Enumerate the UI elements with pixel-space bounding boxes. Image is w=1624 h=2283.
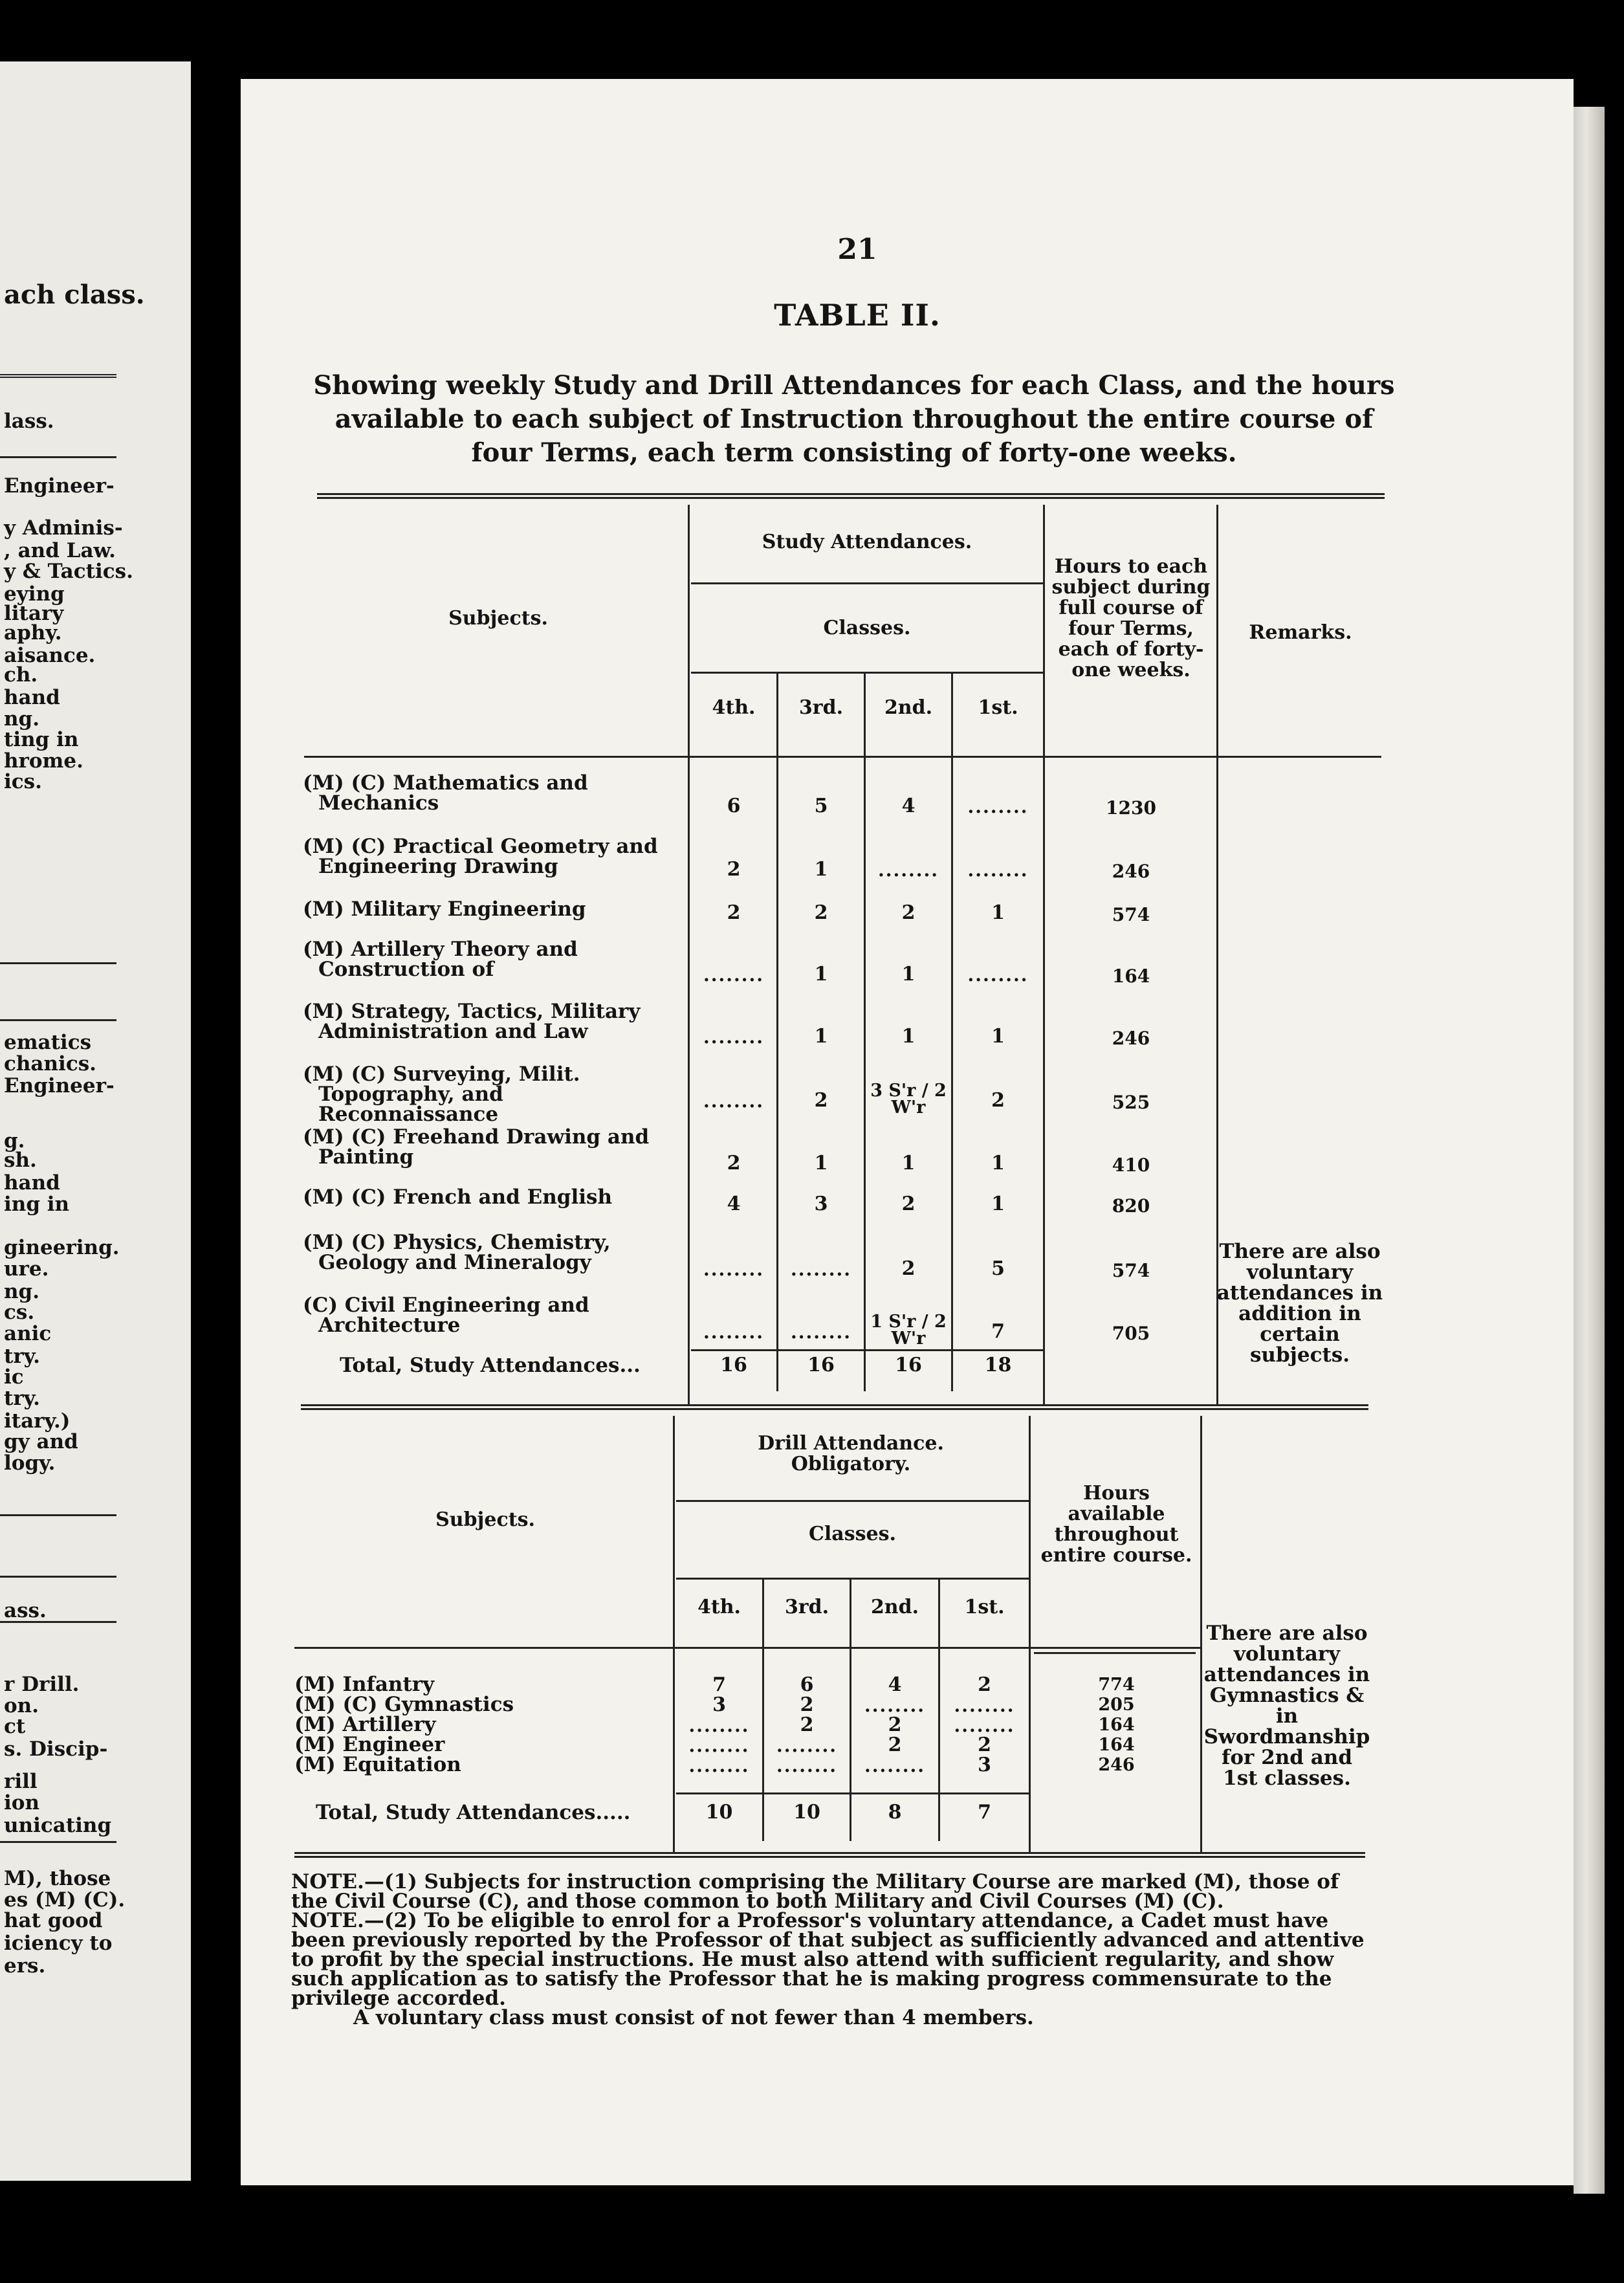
study-total-label: Total, Study Attendances...	[340, 1354, 641, 1377]
left-page-text: ers.	[4, 1954, 46, 1978]
drill-empty-cell: ........	[688, 1755, 750, 1776]
drill-vline	[673, 1416, 675, 1853]
left-page-text: logy.	[4, 1451, 56, 1475]
study-header-bottom-rule	[304, 756, 1381, 758]
study-subject: (M) (C) Mathematics and Mechanics	[303, 771, 588, 815]
study-empty-cell: ........	[791, 1259, 851, 1280]
study-cell-c1: 7	[991, 1320, 1005, 1343]
study-empty-cell: ........	[703, 964, 764, 986]
drill-empty-cell: ........	[688, 1715, 750, 1736]
left-page-text: ch.	[4, 663, 38, 687]
drill-cell-c1: 3	[978, 1754, 991, 1776]
drill-cell-c4: 3	[712, 1693, 726, 1716]
study-subject: (M) (C) Practical Geometry and Engineering Drawing	[303, 835, 658, 878]
study-cell-c1: 1	[991, 1152, 1005, 1175]
study-empty-cell: ........	[967, 964, 1029, 986]
study-cell-c3: 1	[814, 963, 828, 986]
study-cell-c2: 2	[901, 901, 916, 924]
left-page-text: hand	[4, 686, 60, 709]
drill-cell-c1: 2	[978, 1734, 991, 1756]
left-page-rule	[0, 1621, 116, 1623]
study-cell-c3: 2	[814, 901, 828, 924]
study-cell-c4: 4	[727, 1193, 741, 1215]
left-page-text: eying	[4, 582, 65, 606]
drill-class-1st: 1st.	[964, 1596, 1005, 1618]
study-class-4th: 4th.	[712, 696, 756, 719]
study-hours-cell: 1230	[1106, 797, 1156, 819]
study-cell-c1: 1	[991, 901, 1005, 924]
left-page-text: gineering.	[4, 1236, 120, 1259]
study-top-rule	[317, 493, 1385, 499]
left-page-text: hand	[4, 1171, 60, 1195]
drill-empty-cell: ........	[954, 1695, 1015, 1716]
study-total-1st: 18	[984, 1354, 1012, 1376]
study-hours-cell: 410	[1112, 1154, 1150, 1176]
study-cell-c2: 2	[901, 1257, 916, 1280]
drill-hours-header: Hours available throughout entire course.	[1040, 1482, 1192, 1567]
study-empty-cell: ........	[703, 1321, 764, 1343]
left-page-text: itary.)	[4, 1409, 71, 1433]
drill-empty-cell: ........	[776, 1735, 837, 1756]
study-empty-cell: ........	[703, 1259, 764, 1280]
left-page-text: iciency to	[4, 1932, 113, 1955]
left-page-rule	[0, 1841, 116, 1843]
left-page-text: ing in	[4, 1193, 70, 1216]
study-cell-c1: 1	[991, 1025, 1005, 1048]
study-cell-c2: 3 S'r / 2 W'r	[870, 1081, 947, 1118]
left-page-text: Engineer-	[4, 474, 115, 498]
left-page-rule	[0, 1576, 116, 1578]
study-class-1st: 1st.	[978, 696, 1018, 719]
drill-top-rule	[301, 1404, 1368, 1410]
drill-total-2nd: 8	[888, 1801, 902, 1824]
drill-classes-header: Classes.	[809, 1523, 896, 1545]
left-page-text: ics.	[4, 770, 42, 793]
drill-hours-cell: 164	[1098, 1735, 1135, 1755]
left-page-text: M), those	[4, 1867, 111, 1890]
left-page-text: rill	[4, 1770, 38, 1793]
study-cell-c2: 2	[901, 1193, 916, 1215]
drill-empty-cell: ........	[864, 1695, 925, 1716]
study-subject: (M) Military Engineering	[303, 898, 586, 921]
left-page-text: cs.	[4, 1301, 35, 1324]
drill-empty-cell: ........	[864, 1755, 925, 1776]
left-page-text: ic	[4, 1365, 24, 1389]
left-page-text: try.	[4, 1387, 40, 1410]
left-page-text: s. Discip-	[4, 1737, 108, 1761]
study-cell-c4: 2	[727, 1152, 741, 1175]
left-page-text: unicating	[4, 1814, 112, 1837]
table-bottom-rule	[294, 1852, 1365, 1858]
left-page-text: try.	[4, 1345, 40, 1368]
study-hours-cell: 574	[1112, 904, 1150, 925]
study-total-2nd: 16	[895, 1354, 922, 1376]
left-page-rule	[0, 1019, 116, 1021]
left-page-text: anic	[4, 1322, 52, 1345]
left-page-text: litary	[4, 602, 64, 625]
left-page-text: lass.	[4, 410, 54, 433]
left-page-text: es (M) (C).	[4, 1888, 126, 1912]
study-empty-cell: ........	[878, 859, 939, 881]
study-class-3rd: 3rd.	[798, 696, 844, 719]
drill-cell-c3: 2	[800, 1693, 814, 1716]
left-page-text: on.	[4, 1694, 39, 1717]
study-hours-cell: 246	[1112, 1028, 1150, 1049]
note-1: NOTE.—(1) Subjects for instruction comprising the Military Course are marked (M), those of the Civil Course (C), and those common to both Military and Civil Courses (M) (C).	[291, 1870, 1339, 1913]
study-subject: (M) (C) Physics, Chemistry, Geology and Mineralogy	[303, 1231, 611, 1274]
left-page-text: ion	[4, 1791, 39, 1814]
left-page-text: aisance.	[4, 644, 96, 667]
study-cell-c3: 2	[814, 1089, 828, 1112]
study-subject: (M) Strategy, Tactics, Military Administration and Law	[303, 1000, 641, 1043]
drill-total-label: Total, Study Attendances.....	[316, 1801, 631, 1824]
study-subject: (C) Civil Engineering and Architecture	[303, 1294, 589, 1337]
left-page-rule	[0, 1514, 116, 1516]
study-subject: (M) (C) French and English	[303, 1186, 612, 1209]
study-hours-cell: 525	[1112, 1092, 1150, 1113]
table-title: TABLE II.	[774, 298, 941, 333]
study-empty-cell: ........	[703, 1090, 764, 1112]
left-page-text: ach class.	[4, 280, 145, 310]
study-class-2nd: 2nd.	[884, 696, 933, 719]
drill-hours-cell: 164	[1098, 1715, 1135, 1735]
page-edge	[1574, 107, 1605, 2194]
study-hours-cell: 246	[1112, 861, 1150, 882]
left-page-text: y Adminis-	[4, 516, 123, 540]
drill-total-1st: 7	[978, 1801, 991, 1824]
drill-cell-c2: 2	[888, 1714, 902, 1736]
drill-total-4th: 10	[705, 1801, 733, 1824]
study-hours-header: Hours to each subject during full course of four Terms, each of forty-one weeks.	[1051, 555, 1211, 681]
left-page-rule	[0, 456, 116, 458]
notes	[291, 1872, 1365, 2027]
study-cell-c2: 1	[901, 1025, 916, 1048]
study-cell-c3: 5	[814, 795, 828, 817]
study-total-3rd: 16	[807, 1354, 835, 1376]
drill-classes-rule	[676, 1578, 1029, 1580]
left-page-text: r Drill.	[4, 1673, 80, 1696]
note-3: A voluntary class must consist of not fewer than 4 members.	[353, 2006, 1034, 2029]
note-2: NOTE.—(2) To be eligible to enrol for a Professor's voluntary attendance, a Cadet must have been previously reported by the Professor of that subject as sufficiently advanced and attentive to profit by the special instructions. He must also attend with sufficient regularity, and show such application as to satisfy the Professor that he is making progress commensurate to the privilege accorded.	[291, 1909, 1365, 2010]
study-group-rule	[691, 582, 1043, 584]
drill-empty-cell: ........	[688, 1735, 750, 1756]
table-caption: Showing weekly Study and Drill Attendances for each Class, and the hours available to each subject of Instruction throughout the entire course of four Terms, each term consisting of forty-one weeks.	[313, 370, 1395, 468]
study-hours-cell: 574	[1112, 1260, 1150, 1281]
study-empty-cell: ........	[791, 1321, 851, 1343]
left-page-text: ematics	[4, 1031, 92, 1054]
drill-hours-rule	[1034, 1652, 1196, 1654]
study-cell-c4: 2	[727, 901, 741, 924]
drill-cell-c1: 2	[978, 1673, 991, 1696]
study-subjects-header: Subjects.	[448, 607, 548, 630]
study-cell-c4: 2	[727, 858, 741, 881]
study-hours-cell: 820	[1112, 1195, 1150, 1217]
drill-hours-cell: 246	[1098, 1755, 1135, 1775]
left-page-text: ng.	[4, 1280, 40, 1303]
left-page-text: hrome.	[4, 749, 83, 773]
study-cell-c2: 1	[901, 963, 916, 986]
left-page-rule	[0, 962, 116, 964]
page-number: 21	[837, 233, 877, 266]
drill-subject: (M) Engineer	[294, 1733, 445, 1756]
study-hours-cell: 705	[1112, 1323, 1150, 1344]
left-page-text: y & Tactics.	[4, 560, 133, 583]
left-page-text: chanics.	[4, 1052, 96, 1075]
drill-cell-c2: 2	[888, 1734, 902, 1756]
study-subject: (M) (C) Freehand Drawing and Painting	[303, 1125, 650, 1169]
drill-hours-cell: 205	[1098, 1695, 1135, 1715]
left-page-text: ct	[4, 1715, 26, 1738]
drill-subject: (M) Infantry	[294, 1673, 435, 1696]
drill-header-bottom-rule	[294, 1647, 1200, 1649]
left-page-text: ting in	[4, 728, 79, 751]
study-cell-c4: 6	[727, 795, 741, 817]
drill-class-2nd: 2nd.	[870, 1596, 919, 1618]
left-page-text: sh.	[4, 1149, 37, 1172]
drill-cell-c3: 6	[800, 1673, 814, 1696]
drill-subject: (M) Equitation	[294, 1753, 461, 1776]
study-total-rule	[691, 1349, 1043, 1351]
study-cell-c3: 1	[814, 1152, 828, 1175]
left-page-text: g.	[4, 1129, 25, 1153]
drill-hours-cell: 774	[1098, 1675, 1135, 1695]
drill-cell-c3: 2	[800, 1714, 814, 1736]
study-cell-c3: 1	[814, 858, 828, 881]
drill-empty-cell: ........	[954, 1715, 1015, 1736]
study-remarks-header: Remarks.	[1249, 621, 1352, 644]
left-page-text: gy and	[4, 1430, 78, 1453]
study-empty-cell: ........	[967, 859, 1029, 881]
study-cell-c1: 1	[991, 1193, 1005, 1215]
left-page-text: ass.	[4, 1599, 47, 1622]
left-page-text: aphy.	[4, 621, 62, 645]
study-subject: (M) (C) Surveying, Milit. Topography, and Reconnaissance	[303, 1063, 580, 1126]
drill-total-3rd: 10	[793, 1801, 820, 1824]
drill-cell-c2: 4	[888, 1673, 902, 1696]
study-hours-cell: 164	[1112, 965, 1150, 987]
study-cell-c2: 1 S'r / 2 W'r	[870, 1312, 947, 1349]
study-cell-c1: 2	[991, 1089, 1005, 1112]
drill-empty-cell: ........	[776, 1755, 837, 1776]
drill-subject: (M) (C) Gymnastics	[294, 1693, 514, 1716]
drill-total-rule	[676, 1792, 1029, 1794]
drill-vline	[1029, 1416, 1031, 1853]
study-total-4th: 16	[720, 1354, 747, 1376]
drill-group-header: Drill Attendance. Obligatory.	[758, 1432, 944, 1475]
drill-subjects-header: Subjects.	[435, 1508, 535, 1531]
left-page-text: , and Law.	[4, 539, 116, 562]
study-group-header: Study Attendances.	[762, 531, 972, 553]
study-cell-c2: 1	[901, 1152, 916, 1175]
left-page-text: hat good	[4, 1909, 103, 1932]
study-cell-c3: 1	[814, 1025, 828, 1048]
drill-cell-c4: 7	[712, 1673, 726, 1696]
drill-remarks: There are also voluntary attendances in Gymnastics & in Swordmanship for 2nd and 1st classes.	[1203, 1622, 1370, 1790]
drill-group-rule	[676, 1500, 1029, 1502]
study-remarks: There are also voluntary attendances in addition in certain subjects.	[1216, 1240, 1383, 1367]
study-classes-header: Classes.	[823, 617, 911, 639]
left-page-fragment	[0, 61, 191, 2181]
study-vline	[1043, 505, 1045, 1404]
study-cell-c3: 3	[814, 1193, 828, 1215]
study-classes-rule	[691, 672, 1043, 674]
study-cell-c2: 4	[901, 795, 916, 817]
left-page-text: ng.	[4, 707, 40, 731]
drill-subject: (M) Artillery	[294, 1713, 436, 1736]
study-empty-cell: ........	[703, 1026, 764, 1048]
left-page-rule	[0, 374, 116, 378]
study-vline	[688, 505, 690, 1404]
drill-class-4th: 4th.	[697, 1596, 741, 1618]
study-subject: (M) Artillery Theory and Construction of	[303, 938, 578, 981]
left-page-text: ure.	[4, 1257, 49, 1281]
study-cell-c1: 5	[991, 1257, 1005, 1280]
study-empty-cell: ........	[967, 796, 1029, 817]
drill-class-3rd: 3rd.	[784, 1596, 829, 1618]
left-page-text: Engineer-	[4, 1074, 115, 1097]
